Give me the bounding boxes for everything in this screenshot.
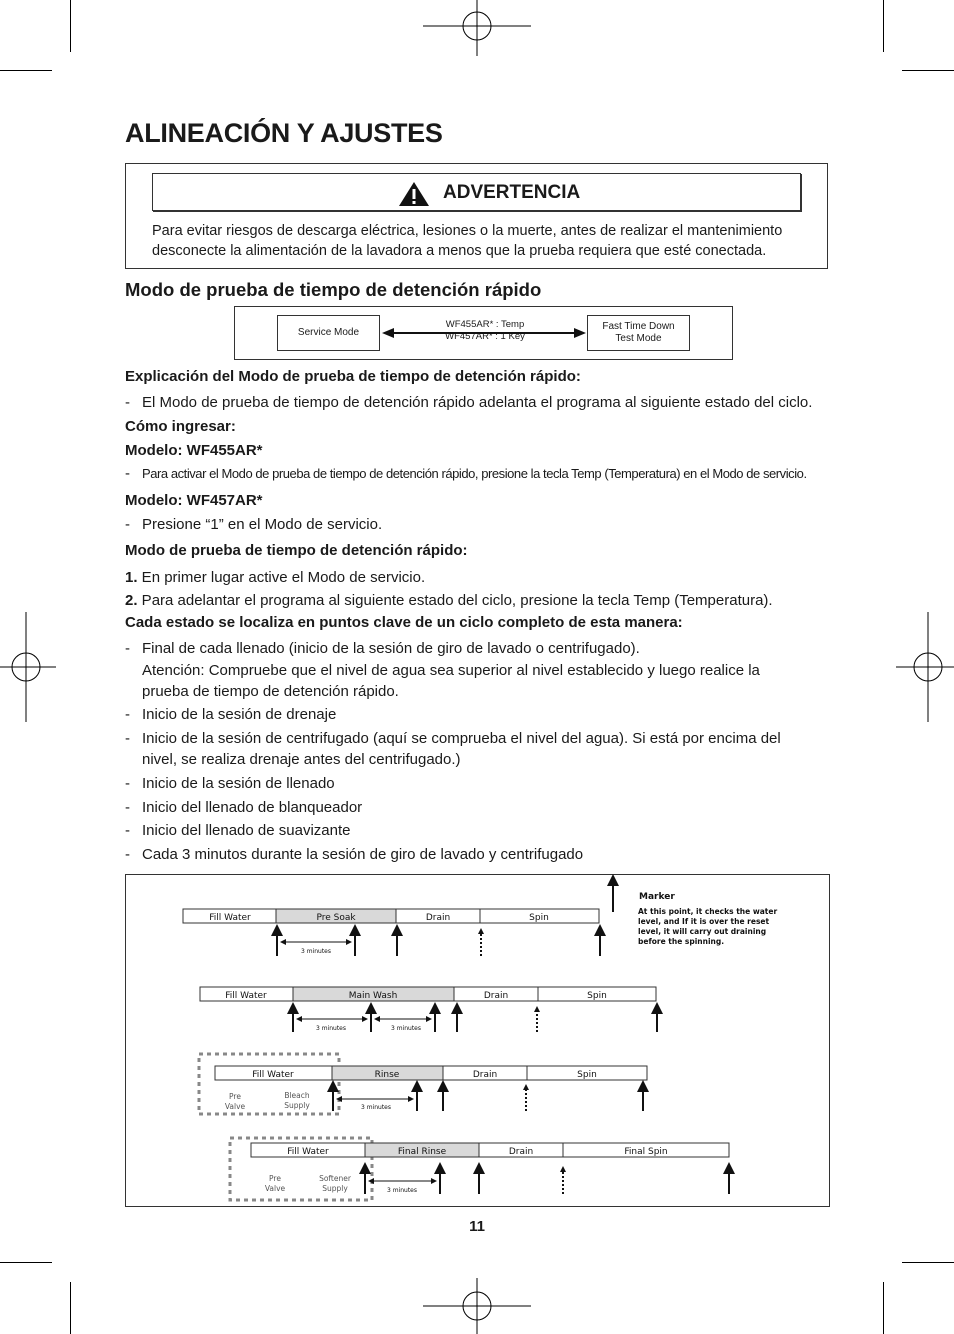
double-arrow-icon xyxy=(382,326,586,340)
three-minutes-label: 3 minutes xyxy=(390,1025,422,1032)
service-mode-label: Service Mode xyxy=(297,327,360,338)
bullet-item: Final de cada llenado (inicio de la sesión de giro de lavado o centrifugado). xyxy=(142,640,640,657)
segment-label: Pre Soak xyxy=(316,913,356,923)
warning-text-line: desconecte la alimentación de la lavadora a menos que la prueba requiera que esté conectada. xyxy=(152,242,767,259)
step-text: En primer lugar active el Modo de servicio. xyxy=(137,569,426,586)
segment-label: Final Spin xyxy=(624,1147,668,1157)
warning-triangle-icon xyxy=(398,181,430,207)
registration-mark-top xyxy=(423,0,531,60)
key-points-heading: Cada estado se localiza en puntos clave de un ciclo completo de esta manera: xyxy=(125,614,683,631)
cycle-row-pre-soak xyxy=(183,909,600,956)
segment-label: Fill Water xyxy=(252,1070,294,1080)
three-minutes-label: 3 minutes xyxy=(386,1187,418,1194)
section-title: Modo de prueba de tiempo de detención rápido xyxy=(125,279,542,300)
bleach-supply-label: Bleach xyxy=(284,1091,310,1100)
cycle-diagram xyxy=(125,874,830,1207)
segment-label: Rinse xyxy=(374,1070,400,1080)
page-title: ALINEACIÓN Y AJUSTES xyxy=(125,118,443,148)
dash: - xyxy=(125,822,130,839)
dash: - xyxy=(125,516,130,533)
three-minutes-label: 3 minutes xyxy=(360,1104,392,1111)
explanation-text: El Modo de prueba de tiempo de detención rápido adelanta el programa al siguiente estado del ciclo. xyxy=(142,394,813,411)
segment-label: Drain xyxy=(425,913,451,923)
step-text: Para adelantar el programa al siguiente estado del ciclo, presione la tecla Temp (Temperatura). xyxy=(137,592,773,609)
segment-label: Final Rinse xyxy=(397,1147,447,1157)
marker-text-line: level, it will carry out draining xyxy=(638,927,767,936)
segment-label: Spin xyxy=(529,913,549,923)
marker-text-line: level, and If it is over the reset xyxy=(638,917,770,926)
warning-heading: ADVERTENCIA xyxy=(443,182,581,203)
step-1 xyxy=(125,567,425,588)
segment-label: Spin xyxy=(577,1070,597,1080)
segment-label: Spin xyxy=(587,991,607,1001)
cycle-row-main-wash xyxy=(200,987,657,1032)
bullet-item: Inicio de la sesión de drenaje xyxy=(142,706,337,723)
explanation-heading: Explicación del Modo de prueba de tiempo de detención rápido: xyxy=(125,368,581,385)
model2-text: Presione “1” en el Modo de servicio. xyxy=(142,516,383,533)
segment-label: Main Wash xyxy=(348,991,398,1001)
cycle-row-rinse xyxy=(199,1054,647,1114)
cycle-row-final-rinse xyxy=(230,1138,729,1200)
fast-time-label: Fast Time Down xyxy=(602,321,675,332)
fast-time-down-box xyxy=(587,315,690,351)
key-label-wf455: WF455AR* : Temp xyxy=(445,319,525,330)
segment-label: Fill Water xyxy=(225,991,267,1001)
mode-heading: Modo de prueba de tiempo de detención rápido: xyxy=(125,542,468,559)
warning-text xyxy=(152,222,812,261)
softener-supply-label: Softener xyxy=(319,1174,351,1183)
key-label-wf457: WF457AR* : 1 Key xyxy=(445,331,525,342)
test-mode-label: Test Mode xyxy=(615,333,662,344)
marker-text-line: At this point, it checks the water xyxy=(638,907,778,916)
segment-label: Drain xyxy=(472,1070,498,1080)
dash: - xyxy=(125,730,130,747)
dash: - xyxy=(125,799,130,816)
pre-valve-label: Valve xyxy=(224,1102,246,1111)
segment-label: Drain xyxy=(483,991,509,1001)
marker-title: Marker xyxy=(639,892,675,902)
dash: - xyxy=(125,640,130,657)
registration-mark-right xyxy=(896,612,954,722)
dash: - xyxy=(125,465,130,482)
dash: - xyxy=(125,846,130,863)
dash: - xyxy=(125,706,130,723)
model2-heading: Modelo: WF457AR* xyxy=(125,492,263,509)
how-to-enter-heading: Cómo ingresar: xyxy=(125,418,236,435)
page-number: 11 xyxy=(469,1218,485,1235)
registration-mark-bottom xyxy=(423,1276,531,1334)
step-number: 1. xyxy=(125,569,138,586)
bullet-item: Inicio de la sesión de centrifugado (aquí se comprueba el nivel del agua). Si está por encima del xyxy=(142,730,781,747)
segment-label: Fill Water xyxy=(287,1147,329,1157)
model1-text: Para activar el Modo de prueba de tiempo de detención rápido, presione la tecla Temp (Temperatura) en el Modo de servicio. xyxy=(142,466,807,481)
pre-valve-label: Valve xyxy=(264,1184,286,1193)
pre-valve-label: Pre xyxy=(269,1174,281,1183)
warning-header xyxy=(152,173,801,211)
registration-mark-left xyxy=(0,612,60,722)
bullet-item: Cada 3 minutos durante la sesión de giro de lavado y centrifugado xyxy=(142,846,584,863)
dash: - xyxy=(125,394,130,411)
segment-label: Drain xyxy=(508,1147,534,1157)
bullet-item-continued: Atención: Compruebe que el nivel de agua sea superior al nivel establecido y luego realice la xyxy=(142,662,760,679)
step-number: 2. xyxy=(125,592,138,609)
dash: - xyxy=(125,775,130,792)
three-minutes-label: 3 minutes xyxy=(315,1025,347,1032)
bullet-item: Inicio de la sesión de llenado xyxy=(142,775,335,792)
three-minutes-label: 3 minutes xyxy=(300,948,332,955)
segment-label: Fill Water xyxy=(209,913,251,923)
marker-text-line: before the spinning. xyxy=(638,937,725,946)
bullet-item-continued: nivel, se realiza drenaje antes del centrifugado.) xyxy=(142,751,461,768)
bullet-item: Inicio del llenado de blanqueador xyxy=(142,799,363,816)
model1-heading: Modelo: WF455AR* xyxy=(125,442,263,459)
step-2 xyxy=(125,590,773,611)
bleach-supply-label: Supply xyxy=(284,1101,310,1110)
pre-valve-label: Pre xyxy=(229,1092,241,1101)
bullet-item: Inicio del llenado de suavizante xyxy=(142,822,351,839)
softener-supply-label: Supply xyxy=(322,1184,348,1193)
bullet-item-continued: prueba de tiempo de detención rápido. xyxy=(142,683,399,700)
warning-text-line: Para evitar riesgos de descarga eléctrica, lesiones o la muerte, antes de realizar el mantenimiento xyxy=(152,223,783,239)
service-mode-box xyxy=(277,315,380,351)
